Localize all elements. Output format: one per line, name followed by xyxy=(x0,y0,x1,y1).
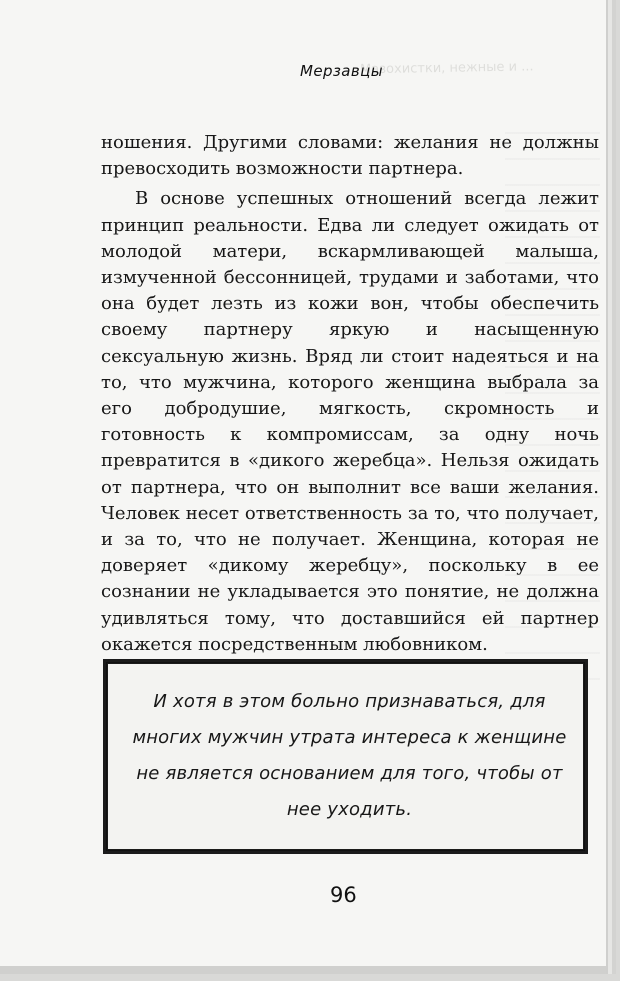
main-text xyxy=(101,130,599,658)
callout-box xyxy=(103,659,588,854)
running-head: Мерзавцы xyxy=(300,62,383,80)
page-number: 96 xyxy=(330,883,357,907)
page-bottom-edge xyxy=(0,966,606,974)
bleed-through-text: Мазохистки, нежные и ... xyxy=(359,59,534,78)
callout-text: И хотя в этом больно признаваться, для многих мужчин утрата интереса к женщине не является основанием для того, чтобы от нее уходить. xyxy=(132,691,567,820)
paragraph-2: В основе успешных отношений всегда лежит принцип реальности. Едва ли следует ожидать от молодой матери, вскармливающей малыша, измученной бессонницей, трудами и заботами, что она будет лезть из кожи вон, чтобы обеспечить своему партнеру яркую и насыщенную сексуальную жизнь. Вряд ли стоит надеяться и на то, что мужчина, которого женщина выбрала за его добродушие, мягкость, скромность и готовность к компромиссам, за одну ночь превратится в «дикого жеребца». Нельзя ожидать от партнера, что он выполнит все ваши желания. Человек несет ответственность за то, что получает, и за то, что не получает. Женщина, которая не доверяет «дикому жеребцу», поскольку в ее сознании не укладывается это понятие, не должна удивляться тому, что доставшийся ей партнер окажется посредственным любовником. xyxy=(101,188,599,655)
paragraph-1: ношения. Другими словами: желания не должны превосходить возможности партнера. xyxy=(101,132,599,180)
